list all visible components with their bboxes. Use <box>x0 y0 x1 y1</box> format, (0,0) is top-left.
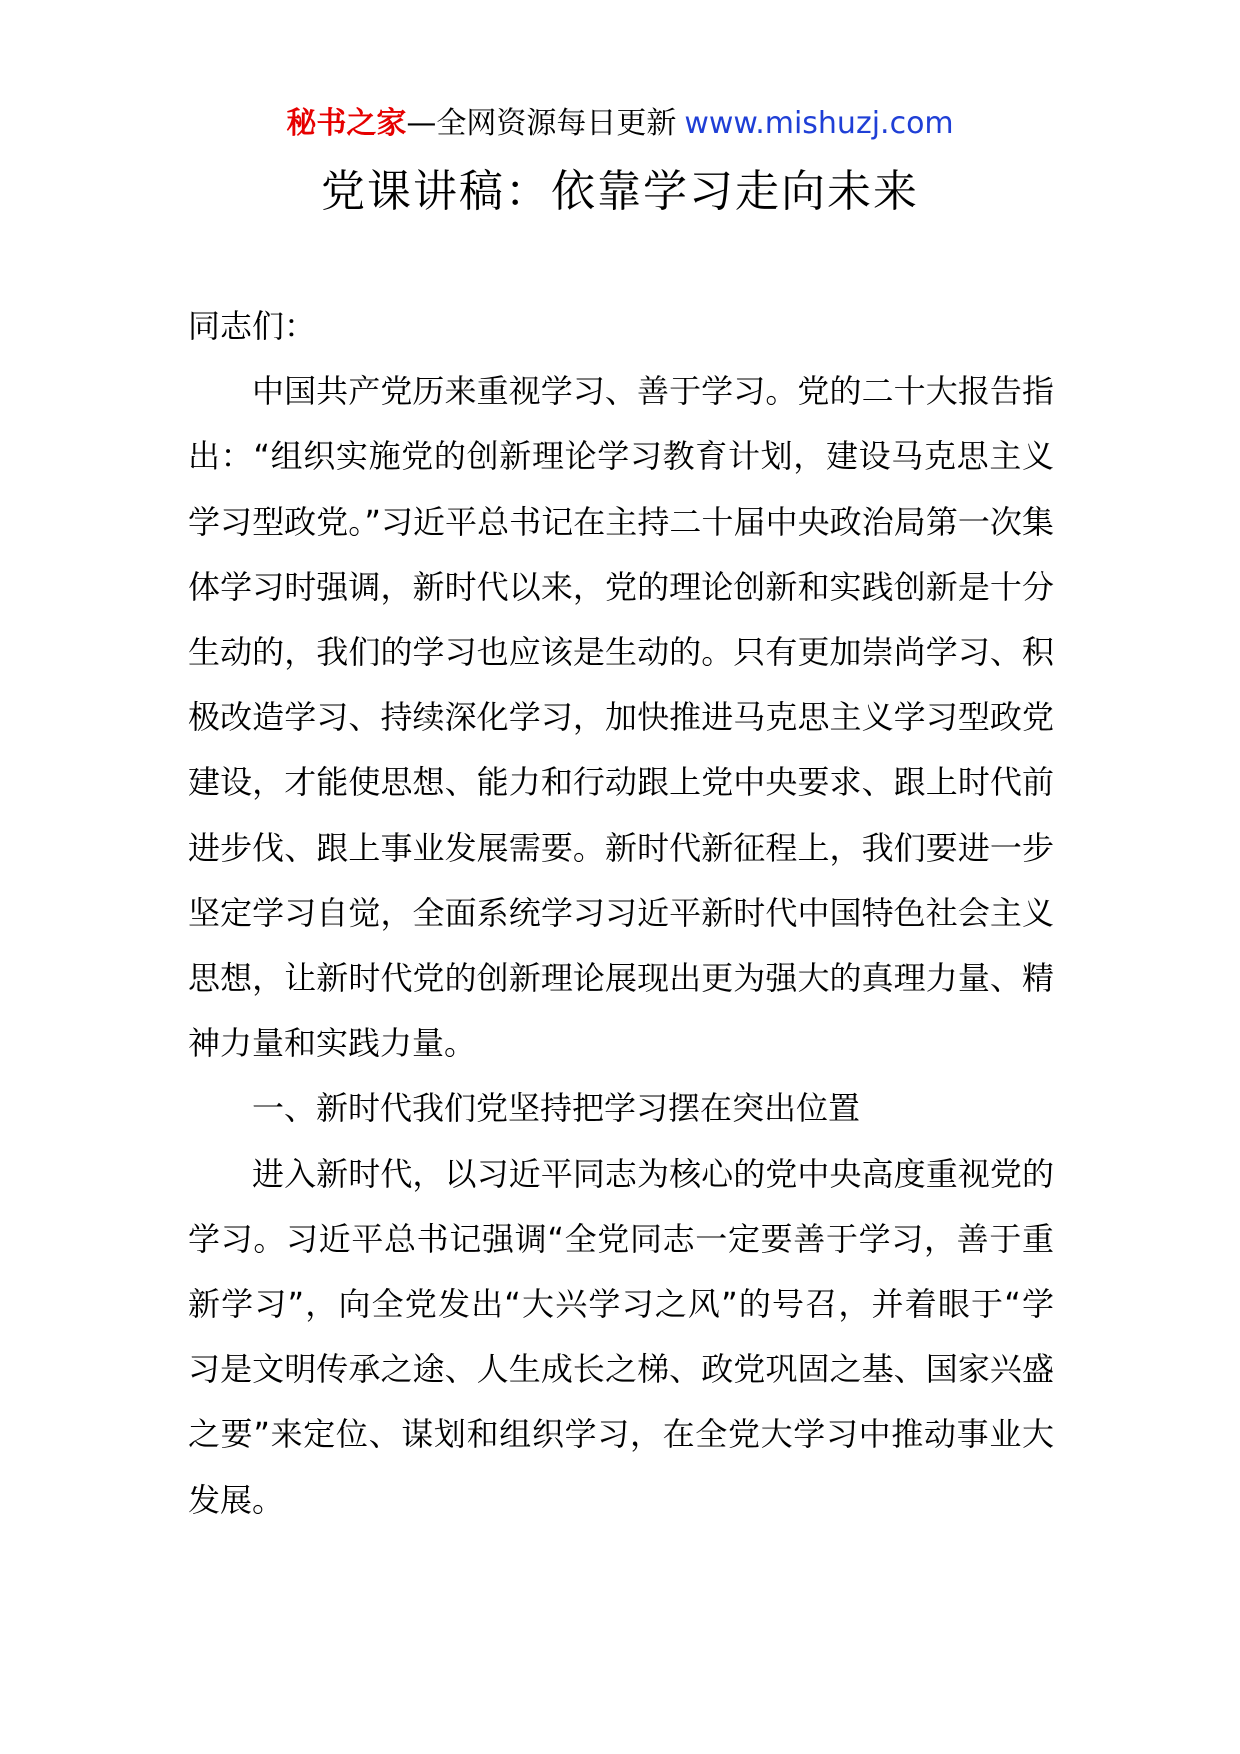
brand-name: 秘书之家 <box>286 106 407 141</box>
salutation: 同志们： <box>188 307 317 345</box>
document-body <box>188 294 1054 1533</box>
document-title: 党课讲稿：依靠学习走向未来 <box>321 166 919 217</box>
header-tagline: —全网资源每日更新 <box>406 106 677 141</box>
paragraph-section-1: 进入新时代，以习近平同志为核心的党中央高度重视党的学习。习近平总书记强调“全党同志一定要善于学习，善于重新学习”，向全党发出“大兴学习之风”的号召，并着眼于“学习是文明传承之途、人生成长之梯、政党巩固之基、国家兴盛之要”来定位、谋划和组织学习，在全党大学习中推动事业大发展。 <box>188 1154 1054 1519</box>
paragraph-intro: 中国共产党历来重视学习、善于学习。党的二十大报告指出：“组织实施党的创新理论学习教育计划，建设马克思主义学习型政党。”习近平总书记在主持二十届中央政治局第一次集体学习时强调，新时代以来，党的理论创新和实践创新是十分生动的，我们的学习也应该是生动的。只有更加崇尚学习、积极改造学习、持续深化学习，加快推进马克思主义学习型政党建设，才能使思想、能力和行动跟上党中央要求、跟上时代前进步伐、跟上事业发展需要。新时代新征程上，我们要进一步坚定学习自觉，全面系统学习习近平新时代中国特色社会主义思想，让新时代党的创新理论展现出更为强大的真理力量、精神力量和实践力量。 <box>188 372 1054 1063</box>
site-header <box>0 104 1240 144</box>
site-url-link[interactable]: www.mishuzj.com <box>684 106 954 141</box>
section-heading-1: 一、新时代我们党坚持把学习摆在突出位置 <box>252 1089 861 1128</box>
